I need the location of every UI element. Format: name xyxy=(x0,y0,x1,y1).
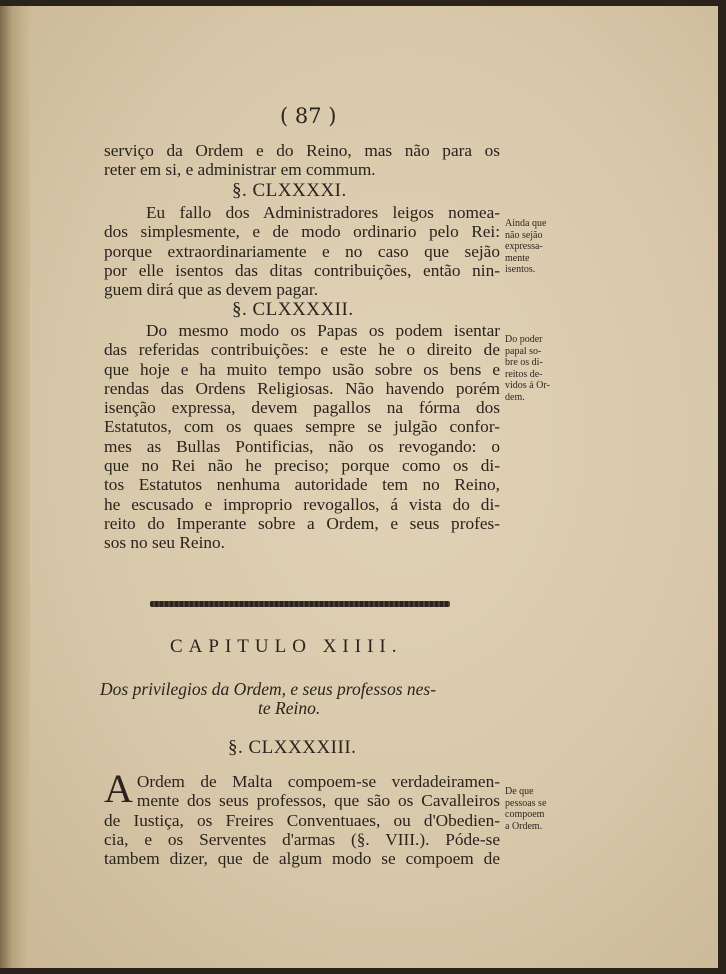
text-line: mente dos seus professos, que são os Cavalleiros xyxy=(136,791,500,811)
page-edge-bottom xyxy=(0,968,726,974)
paragraph-papas xyxy=(104,321,500,553)
text-line: por elle isentos das ditas contribuições, então nin- xyxy=(104,260,500,280)
ornamental-rule xyxy=(150,601,450,607)
text-line: serviço da Ordem e do Reino, mas não para os xyxy=(104,141,500,160)
paragraph-ordem-malta xyxy=(104,766,500,869)
text-line: sos no seu Reino. xyxy=(104,533,225,553)
note-line: dem. xyxy=(505,391,525,403)
marginal-note xyxy=(505,218,567,276)
note-line: bre os di- xyxy=(505,357,543,369)
note-line: De que xyxy=(505,786,534,797)
note-line: isentos. xyxy=(505,264,536,276)
text-line: que hoje e ha muito tempo usão sobre os bens e xyxy=(104,359,500,379)
text-line: guem dirá que as devem pagar. xyxy=(104,280,319,300)
text-line: Do mesmo modo os Papas os podem isentar xyxy=(146,321,500,340)
note-line: vidos á Or- xyxy=(505,380,550,392)
text-line: de Iustiça, os Freires Conventuaes, ou d'Obedien- xyxy=(104,810,500,830)
marginal-note xyxy=(505,334,567,404)
text-line: reter em si, e administrar em commum. xyxy=(104,160,376,180)
text-line: cia, e os Serventes d'armas (§. VIII.). Póde-se xyxy=(104,829,500,849)
page-edge-right xyxy=(718,0,726,974)
book-binding xyxy=(0,0,30,974)
section-heading: §. CLXXXXIII. xyxy=(228,737,357,758)
note-line: pessoas se xyxy=(505,797,547,809)
text-line: tambem dizer, que de algum modo se compoem de xyxy=(104,849,500,869)
paragraph-continuation xyxy=(104,141,500,180)
drop-capital: A xyxy=(104,766,133,811)
text-line: que no Rei não he preciso; porque como os di- xyxy=(104,456,500,476)
section-heading: §. CLXXXXI. xyxy=(232,180,347,201)
note-line: não sejão xyxy=(505,229,543,241)
note-line: Ainda que xyxy=(505,218,547,229)
note-line: Do poder xyxy=(505,334,543,345)
note-line: papal so- xyxy=(505,345,542,357)
chapter-subtitle: te Reino. xyxy=(258,698,321,718)
text-line: Eu fallo dos Administradores leigos nomea- xyxy=(146,203,500,222)
text-line: reito do Imperante sobre a Ordem, e seus profes- xyxy=(104,513,500,533)
text-line: porque extraordinariamente e no caso que sejão xyxy=(104,241,500,261)
note-line: compoem xyxy=(505,809,545,821)
text-line: mes as Bullas Pontificias, não os revogando: o xyxy=(104,436,500,456)
text-line: das referidas contribuições: e este he o direito de xyxy=(104,340,500,360)
text-line: he escusado e improprio revogallos, á vista do di- xyxy=(104,494,500,514)
note-line: expressa- xyxy=(505,241,543,253)
text-line: tos Estatutos nenhuma autoridade tem no Reino, xyxy=(104,475,500,495)
text-line: isenção expressa, devem pagallos na fórma dos xyxy=(104,398,500,418)
paragraph-administradores xyxy=(104,203,500,299)
page-edge-top xyxy=(0,0,726,6)
text-line: Estatutos, com os quaes sempre se julgão confor- xyxy=(104,417,500,437)
chapter-heading: CAPITULO XIIII. xyxy=(170,636,403,657)
text-line: dos simplesmente, e de modo ordinario pelo Rei: xyxy=(104,222,500,242)
chapter-subtitle: Dos privilegios da Ordem, e seus professos nes- xyxy=(100,679,437,699)
note-line: a Ordem. xyxy=(505,820,543,832)
note-line: reitos de- xyxy=(505,368,543,380)
text-line: rendas das Ordens Religiosas. Não havendo porém xyxy=(104,378,500,398)
marginal-note xyxy=(505,786,567,832)
section-heading: §. CLXXXXII. xyxy=(232,299,354,320)
text-line: Ordem de Malta compoem-se verdadeiramen- xyxy=(136,772,500,791)
note-line: mente xyxy=(505,252,530,264)
page-number: ( 87 ) xyxy=(280,104,337,128)
